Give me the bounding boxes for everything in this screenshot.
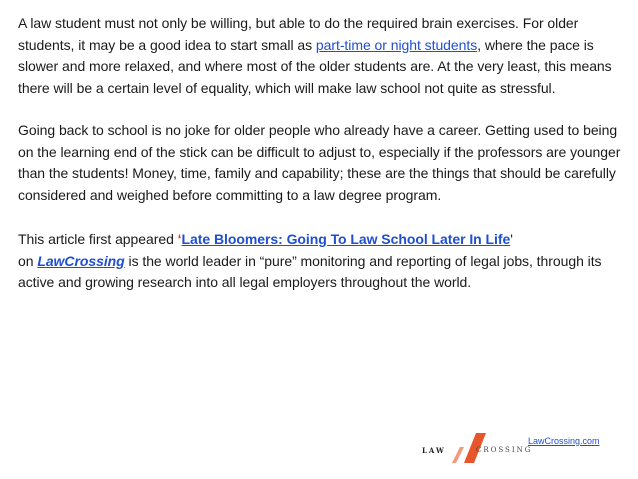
lawcrossing-logo	[418, 433, 536, 463]
paragraph-1-text-before: A law student must not only be willing, but able to do the required brain exercises. For older students, it may be a good idea to start small as	[18, 15, 579, 53]
paragraph-3	[18, 229, 624, 294]
paragraph-1	[18, 13, 624, 99]
paragraph-2: Going back to school is no joke for older people who already have a career. Getting used to being on the learning end of the stick can be difficult to adjust to, especially if the professors are younger than the students! Money, time, family and capability; these are the things that should be carefully considered and weighed before committing to a law degree program.	[18, 122, 621, 203]
close-quote: '	[510, 231, 513, 247]
article-body	[18, 13, 624, 294]
paragraph-3-on: on	[18, 252, 38, 269]
article-title-link[interactable]: Late Bloomers: Going To Law School Later In Life	[181, 231, 511, 247]
logo-text-crossing: CROSSING	[476, 446, 533, 454]
part-time-night-students-link[interactable]: part-time or night students	[315, 36, 478, 53]
logo-text-law: LAW	[422, 446, 446, 455]
paragraph-3-suffix: is the world leader in “pure” monitoring and reporting of legal jobs, through its active and growing research into all legal employers throughout the world.	[18, 252, 602, 290]
paragraph-3-prefix: This article first appeared	[18, 231, 178, 247]
lawcrossing-link[interactable]: LawCrossing	[37, 252, 125, 269]
footer-url-link[interactable]: LawCrossing.com	[528, 436, 600, 446]
open-quote: ‘	[177, 231, 182, 247]
paragraph-1-text-after: , where the pace is slower and more relaxed, and where most of the older students are. At the very least, this means there will be a certain level of equality, which will make law school not quite as stressful.	[18, 36, 612, 96]
